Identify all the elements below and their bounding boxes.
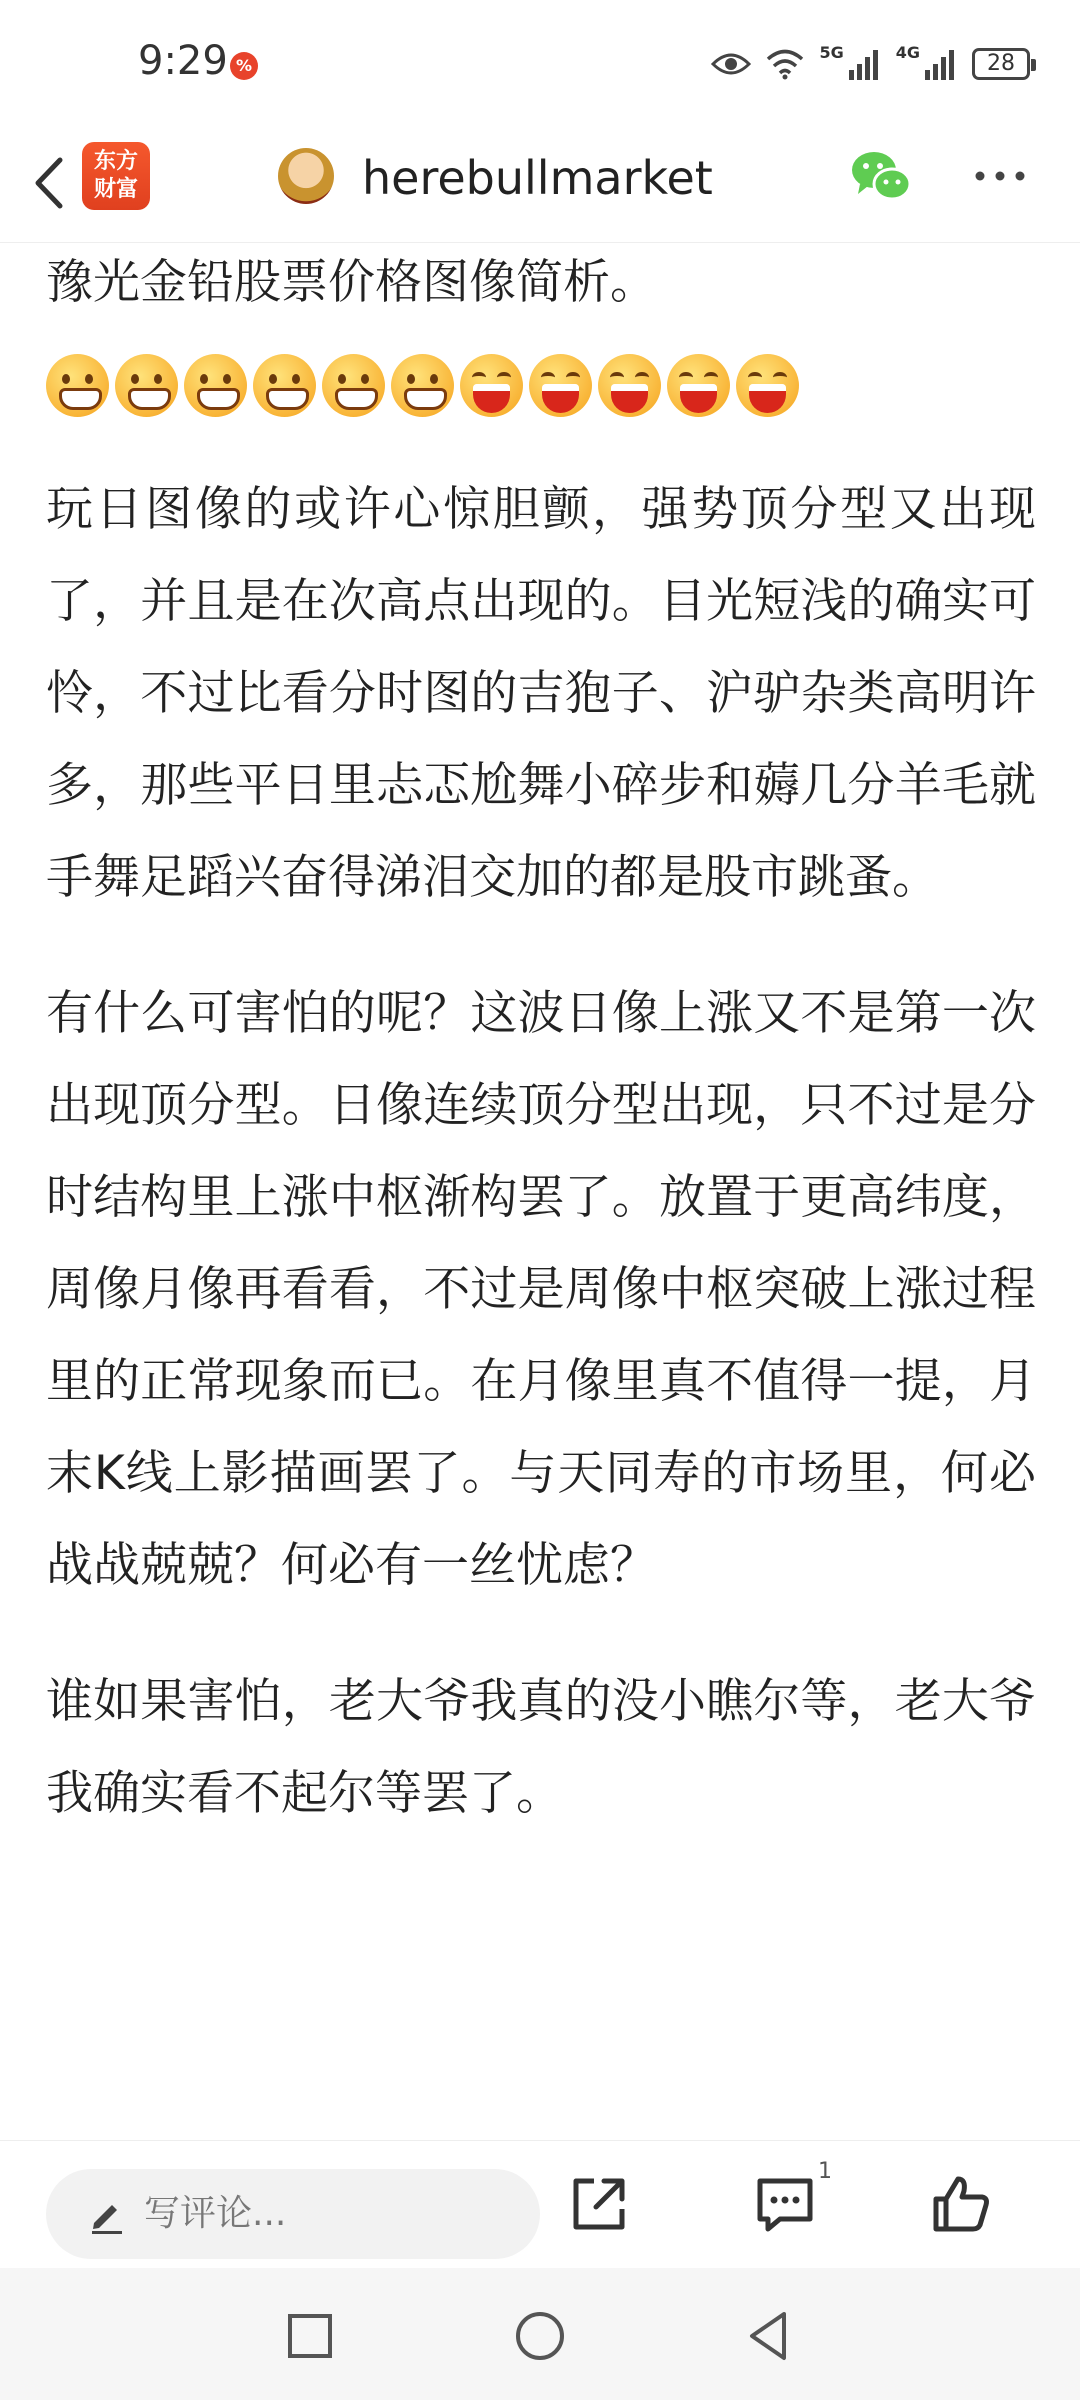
wifi-icon (765, 48, 805, 80)
share-icon[interactable] (566, 2171, 632, 2237)
comment-input[interactable] (46, 2169, 540, 2259)
app-logo[interactable] (82, 142, 150, 210)
more-options-icon[interactable] (970, 158, 1030, 194)
article-paragraph: 有什么可害怕的呢？这波日像上涨又不是第一次出现顶分型。日像连续顶分型出现，只不过是分时结构里上涨中枢渐构罢了。放置于更高纬度，周像月像再看看，不过是周像中枢突破上涨过程里的正常现象而已。在月像里真不值得一提，月末K线上影描画罢了。与天同寿的市场里，何必战战兢兢？何必有一丝忧虑？ (46, 986, 1036, 1593)
pencil-icon (86, 2193, 128, 2235)
article-paragraph: 谁如果害怕，老大爷我真的没小瞧尔等，老大爷我确实看不起尔等罢了。 (46, 1674, 1036, 1821)
back-icon[interactable] (20, 148, 90, 218)
comment-placeholder: 写评论... (144, 2193, 287, 2234)
app-logo-line1: 东方 (93, 149, 138, 174)
laugh-emoji-icon (460, 354, 523, 417)
wechat-icon[interactable] (848, 146, 914, 206)
comment-icon[interactable] (752, 2171, 818, 2237)
laugh-emoji-icon (529, 354, 592, 417)
network-type-2: 4G (895, 42, 920, 62)
signal-icon (848, 48, 882, 80)
status-icons (711, 42, 1030, 86)
thumbs-up-icon[interactable] (928, 2171, 994, 2237)
laugh-emoji-icon (736, 354, 799, 417)
grin-emoji-icon (184, 354, 247, 417)
grin-emoji-icon (253, 354, 316, 417)
system-nav-bar (0, 2268, 1080, 2400)
signal-icon-2 (924, 48, 958, 80)
comment-count-badge: 1 (818, 2159, 832, 2184)
battery-indicator: 28 (972, 48, 1030, 80)
grin-emoji-icon (391, 354, 454, 417)
action-bar (0, 2140, 1080, 2269)
recent-apps-icon[interactable] (280, 2306, 340, 2366)
article-top-line: 豫光金铅股票价格图像简析。 (46, 255, 657, 310)
status-bar (0, 0, 1080, 130)
post-header (0, 130, 1080, 243)
article-content (46, 248, 1036, 1884)
notification-badge: % (230, 52, 258, 80)
network-type-1: 5G (819, 42, 844, 62)
laugh-emoji-icon (667, 354, 730, 417)
eye-icon (711, 50, 751, 78)
back-nav-icon[interactable] (738, 2306, 798, 2366)
grin-emoji-icon (46, 354, 109, 417)
status-time: 9:29 (138, 38, 228, 84)
grin-emoji-icon (322, 354, 385, 417)
author-username[interactable]: herebullmarket (362, 151, 713, 205)
avatar[interactable] (278, 148, 334, 204)
app-logo-line2: 财富 (93, 177, 138, 202)
home-icon[interactable] (510, 2306, 570, 2366)
article-paragraph: 玩日图像的或许心惊胆颤，强势顶分型又出现了，并且是在次高点出现的。目光短浅的确实可怜，不过比看分时图的吉狍子、沪驴杂类高明许多，那些平日里忐忑尬舞小碎步和薅几分羊毛就手舞足蹈兴奋得涕泪交加的都是股市跳蚤。 (46, 482, 1036, 905)
laugh-emoji-icon (598, 354, 661, 417)
grin-emoji-icon (115, 354, 178, 417)
emoji-row (46, 354, 1036, 424)
